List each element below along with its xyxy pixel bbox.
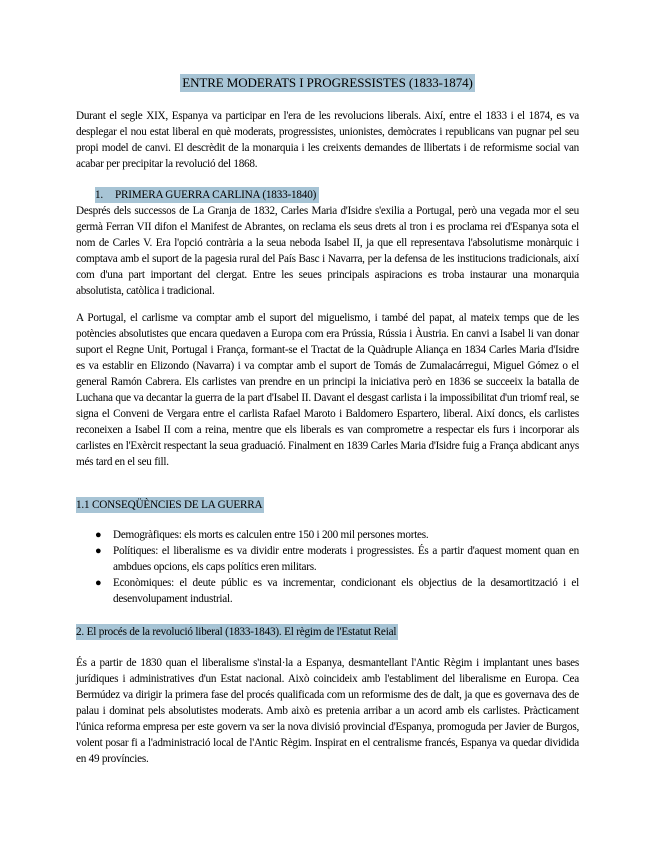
bullet-icon: ● (95, 577, 102, 589)
consequences-list (76, 527, 579, 607)
section-1-title: PRIMERA GUERRA CARLINA (1833-1840) (115, 189, 317, 201)
list-item (76, 575, 579, 607)
section-2-heading: 2. El procés de la revolució liberal (1833-1843). El règim de l'Estatut Reial (76, 626, 397, 638)
bullet-icon: ● (95, 545, 102, 557)
section-1-1-heading: 1.1 CONSEQÜÈNCIES DE LA GUERRA (76, 499, 263, 511)
document-title: ENTRE MODERATS I PROGRESSISTES (1833-1874) (182, 75, 473, 90)
list-item-text: Econòmiques: el deute públic es va incrementar, condicionant els objectius de la desamortització i el desenvolupament industrial. (113, 577, 579, 605)
intro-paragraph: Durant el segle XIX, Espanya va participar en l'era de les revolucions liberals. Així, entre el 1833 i el 1874, es va desplegar el nou estat liberal en què moderats, progressistes, unionistes, demòcrates i republicans van pugnar pel seu propi model de canvi. El descrèdit de la monarquia i les creixents demandes de llibertats i de reformisme social van acabar per precipitar la revolució del 1868. (76, 110, 579, 170)
title-wrapper (0, 74, 655, 92)
section-1-number: 1. (95, 189, 103, 201)
bullet-icon: ● (95, 529, 102, 541)
section-1-paragraph-2: A Portugal, el carlisme va comptar amb el suport del miguelismo, i també del papat, al mateix temps que de les potències absolutistes que encara quedaven a Europa com era Prússia, Rússia i Àustria. En canvi a Isabel li van donar suport el Regne Unit, Portugal i França, formant-se el Tractat de la Quàdruple Aliança en 1834 Carles Maria d'Isidre es va establir en Elizondo (Navarra) i va comptar amb el suport de Tomás de Zumalacárregui, Miguel Gómez o el general Ramón Cabrera. Els carlistes van prendre en un principi la iniciativa però en 1836 se succeeix la batalla de Luchana que va decantar la guerra de la part d'Isabel II. Davant el desgast carlista i la impossibilitat d'un triomf real, se signa el Conveni de Vergara entre el carlista Rafael Maroto i Baldomero Espartero, liberal. Així doncs, els carlistes reconeixen a Isabel II com a reina, mentre que els liberals es van comprometre a respectar els furs i incorporar als carlistes en l'Exèrcit respectant la seua graduació. Finalment en 1839 Carles Maria d'Isidre fuig a França abdicant anys més tard en el seu fill. (76, 312, 579, 468)
section-1-heading (95, 187, 319, 203)
list-item (76, 543, 579, 575)
section-2-paragraph: És a partir de 1830 quan el liberalisme s'instal·la a Espanya, desmantellant l'Antic Règim i implantant unes bases jurídiques i administratives d'un Estat nacional. Això coincideix amb l'establiment del liberalisme en Europa. Cea Bermúdez va dirigir la primera fase del procés qualificada com un reformisme des de dalt, ja que es governava des de palau i dominat pels absolutistes moderats. Amb això es pretenia arribar a un acord amb els carlistes. Pràcticament l'única reforma empresa per este govern va ser la nova divisió provincial d'Espanya, promoguda per Javier de Burgos, volent posar fi a l'administració local de l'Antic Règim. Inspirat en el centralisme francés, Espanya va quedar dividida en 49 províncies. (76, 657, 579, 765)
list-item-text: Polítiques: el liberalisme es va dividir entre moderats i progressistes. És a partir d'aquest moment quan en ambdues opcions, els caps polítics eren militars. (113, 545, 579, 573)
list-item-text: Demogràfiques: els morts es calculen entre 150 i 200 mil persones mortes. (113, 529, 429, 541)
list-item (76, 527, 579, 543)
section-1-paragraph-1: Després dels successos de La Granja de 1832, Carles Maria d'Isidre s'exilia a Portugal, però una vegada mor el seu germà Ferran VII difon el Manifest de Abrantes, on reclama els seus drets al tron i es proclama rei d'Espanya sota el nom de Carles V. Era l'opció contrària a la seua neboda Isabel II, ja que ell representava l'absolutisme monàrquic i comptava amb el suport de la pagesia rural del País Basc i Navarra, per la defensa de les institucions tradicionals, així com d'una part important del clergat. Entre les seues principals aspiracions es troba instaurar una monarquia absolutista, catòlica i tradicional. (76, 205, 579, 297)
